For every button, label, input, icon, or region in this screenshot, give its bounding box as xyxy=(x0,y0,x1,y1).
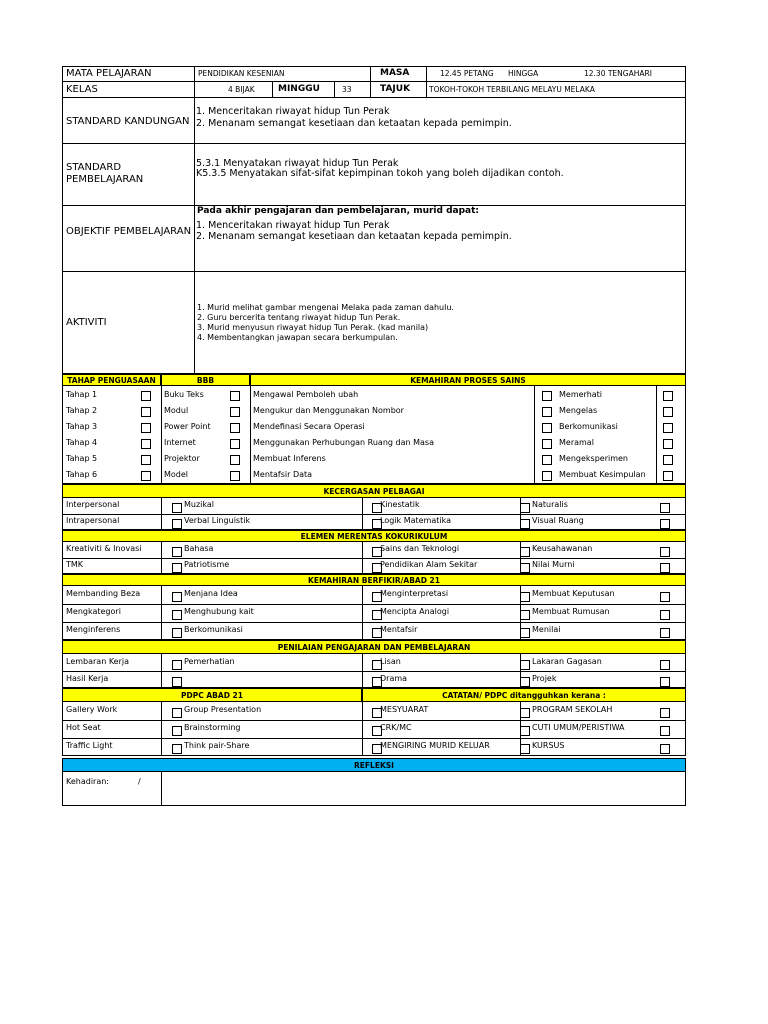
kps2-item: Memerhati xyxy=(559,390,603,399)
minggu-label: MINGGU xyxy=(278,84,320,94)
kps-checkbox[interactable] xyxy=(542,471,552,481)
bbb-checkbox[interactable] xyxy=(230,391,240,401)
tahap-level: Tahap 5 xyxy=(66,454,98,463)
pdpc-checkbox[interactable] xyxy=(172,708,182,718)
kecergasan-checkbox[interactable] xyxy=(520,519,530,529)
refleksi-input[interactable] xyxy=(162,773,685,805)
kps2-item: Mengelas xyxy=(559,406,598,415)
kehadiran-sep: / xyxy=(138,777,141,786)
emk-checkbox[interactable] xyxy=(172,563,182,573)
bbb-checkbox[interactable] xyxy=(230,471,240,481)
time-end: 12.30 TENGAHARI xyxy=(584,69,652,78)
emk-item: Patriotisme xyxy=(184,560,230,569)
kps2-item: Meramal xyxy=(559,438,594,447)
pdpc-item: MENGIRING MURID KELUAR xyxy=(380,741,490,750)
emk-checkbox[interactable] xyxy=(660,563,670,573)
emk-checkbox[interactable] xyxy=(660,547,670,557)
kecergasan-item: Kinestatik xyxy=(380,500,420,509)
pdpc-item: Group Presentation xyxy=(184,705,262,714)
emk-item: Pendidikan Alam Sekitar xyxy=(380,560,478,569)
sp-label-2: PEMBELAJARAN xyxy=(66,174,144,185)
kelas-label: KELAS xyxy=(66,84,98,95)
pdpc-checkbox[interactable] xyxy=(520,744,530,754)
bbb-item: Internet xyxy=(164,438,196,447)
kb-checkbox[interactable] xyxy=(660,592,670,602)
kecergasan-checkbox[interactable] xyxy=(660,503,670,513)
tahap-checkbox[interactable] xyxy=(141,471,151,481)
pdpc-item: KURSUS xyxy=(532,741,565,750)
kps2-checkbox[interactable] xyxy=(663,407,673,417)
emk-item: Nilai Murni xyxy=(532,560,575,569)
time-start: 12.45 PETANG xyxy=(440,69,494,78)
emk-item: TMK xyxy=(66,560,84,569)
kb-item: Menginferens xyxy=(66,625,121,634)
kb-item: Berkomunikasi xyxy=(184,625,243,634)
header-penilaian: PENILAIAN PENGAJARAN DAN PEMBELAJARAN xyxy=(62,640,686,654)
tahap-level: Tahap 2 xyxy=(66,406,98,415)
kecergasan-item: Verbal Linguistik xyxy=(184,516,251,525)
pdpc-item: Hot Seat xyxy=(66,723,101,732)
penilaian-checkbox[interactable] xyxy=(172,677,182,687)
penilaian-item: Pemerhatian xyxy=(184,657,235,666)
kb-checkbox[interactable] xyxy=(520,592,530,602)
kps-checkbox[interactable] xyxy=(542,439,552,449)
class-value: 4 BIJAK xyxy=(228,85,255,94)
kb-item: Mentafsir xyxy=(380,625,418,634)
emk-checkbox[interactable] xyxy=(520,547,530,557)
bbb-checkbox[interactable] xyxy=(230,407,240,417)
penilaian-item: Hasil Kerja xyxy=(66,674,109,683)
penilaian-item: Lakaran Gagasan xyxy=(532,657,602,666)
kps2-checkbox[interactable] xyxy=(663,423,673,433)
kecergasan-checkbox[interactable] xyxy=(172,503,182,513)
sp-label-1: STANDARD xyxy=(66,162,122,173)
standard-kandungan-label: STANDARD KANDUNGAN xyxy=(66,116,190,127)
pdpc-item: MESYUARAT xyxy=(380,705,429,714)
kb-item: Membuat Rumusan xyxy=(532,607,610,616)
pdpc-item: Traffic Light xyxy=(66,741,113,750)
pdpc-checkbox[interactable] xyxy=(660,708,670,718)
penilaian-checkbox[interactable] xyxy=(660,660,670,670)
pdpc-checkbox[interactable] xyxy=(660,726,670,736)
tahap-checkbox[interactable] xyxy=(141,455,151,465)
pdpc-item: Think pair-Share xyxy=(184,741,250,750)
kb-item: Membanding Beza xyxy=(66,589,141,598)
week-value: 33 xyxy=(342,85,352,94)
kb-checkbox[interactable] xyxy=(172,610,182,620)
kb-item: Membuat Keputusan xyxy=(532,589,615,598)
kb-checkbox[interactable] xyxy=(172,628,182,638)
kps2-checkbox[interactable] xyxy=(663,391,673,401)
kps2-checkbox[interactable] xyxy=(663,471,673,481)
kps-checkbox[interactable] xyxy=(542,407,552,417)
ob-line-2: 2. Menanam semangat kesetiaan dan ketaatan kepada pemimpin. xyxy=(196,231,512,242)
kecergasan-item: Visual Ruang xyxy=(532,516,584,525)
penilaian-checkbox[interactable] xyxy=(660,677,670,687)
bbb-checkbox[interactable] xyxy=(230,439,240,449)
pdpc-checkbox[interactable] xyxy=(172,744,182,754)
header-tahap: TAHAP PENGUASAAN xyxy=(62,374,161,386)
kecergasan-item: Logik Matematika xyxy=(380,516,451,525)
pdpc-item: CRK/MC xyxy=(380,723,412,732)
kps2-checkbox[interactable] xyxy=(663,455,673,465)
penilaian-checkbox[interactable] xyxy=(520,660,530,670)
pdpc-item: Brainstorming xyxy=(184,723,241,732)
kps-item: Mentafsir Data xyxy=(253,470,313,479)
kps2-item: Berkomunikasi xyxy=(559,422,618,431)
header-kps: KEMAHIRAN PROSES SAINS xyxy=(250,374,686,386)
pdpc-item: CUTI UMUM/PERISTIWA xyxy=(532,723,625,732)
kps-item: Mendefinasi Secara Operasi xyxy=(253,422,365,431)
kps-checkbox[interactable] xyxy=(542,423,552,433)
pdpc-checkbox[interactable] xyxy=(172,726,182,736)
penilaian-item: Drama xyxy=(380,674,408,683)
sk-line-2: 2. Menanam semangat kesetiaan dan ketaatan kepada pemimpin. xyxy=(196,118,512,129)
kps-checkbox[interactable] xyxy=(542,455,552,465)
kps-item: Menggunakan Perhubungan Ruang dan Masa xyxy=(253,438,434,447)
tahap-level: Tahap 6 xyxy=(66,470,98,479)
aktiviti-label: AKTIVITI xyxy=(66,317,107,328)
emk-item: Sains dan Teknologi xyxy=(380,544,460,553)
tahap-level: Tahap 3 xyxy=(66,422,98,431)
bbb-item: Modul xyxy=(164,406,189,415)
pdpc-item: PROGRAM SEKOLAH xyxy=(532,705,613,714)
kps2-checkbox[interactable] xyxy=(663,439,673,449)
ob-line-1: 1. Menceritakan riwayat hidup Tun Perak xyxy=(196,220,390,231)
penilaian-item: Lembaran Kerja xyxy=(66,657,129,666)
kecergasan-item: Interpersonal xyxy=(66,500,120,509)
kecergasan-checkbox[interactable] xyxy=(172,519,182,529)
kps-item: Mengukur dan Menggunakan Nombor xyxy=(253,406,404,415)
bbb-item: Power Point xyxy=(164,422,211,431)
kb-checkbox[interactable] xyxy=(172,592,182,602)
kb-checkbox[interactable] xyxy=(520,610,530,620)
header-pdpc: PDPC ABAD 21 xyxy=(62,688,362,702)
bbb-checkbox[interactable] xyxy=(230,455,240,465)
header-bbb: BBB xyxy=(161,374,250,386)
tahap-checkbox[interactable] xyxy=(141,407,151,417)
mata-pelajaran-label: MATA PELAJARAN xyxy=(66,68,152,79)
kb-item: Menilai xyxy=(532,625,561,634)
ak-line-1: 1. Murid melihat gambar mengenai Melaka pada zaman dahulu. xyxy=(197,303,454,312)
objektif-intro: Pada akhir pengajaran dan pembelajaran, murid dapat: xyxy=(197,206,480,216)
kps-item: Membuat Inferens xyxy=(253,454,326,463)
sp-line-1: 5.3.1 Menyatakan riwayat hidup Tun Perak xyxy=(196,158,399,169)
kps2-item: Mengeksperimen xyxy=(559,454,628,463)
tahap-checkbox[interactable] xyxy=(141,423,151,433)
emk-item: Bahasa xyxy=(184,544,214,553)
kb-item: Mencipta Analogi xyxy=(380,607,450,616)
kb-item: Menjana Idea xyxy=(184,589,238,598)
pdpc-checkbox[interactable] xyxy=(660,744,670,754)
topic-value: TOKOH-TOKOH TERBILANG MELAYU MELAKA xyxy=(429,85,595,94)
penilaian-item: Lisan xyxy=(380,657,401,666)
header-kb: KEMAHIRAN BERFIKIR/ABAD 21 xyxy=(62,574,686,586)
kecergasan-checkbox[interactable] xyxy=(660,519,670,529)
kb-checkbox[interactable] xyxy=(660,628,670,638)
sk-line-1: 1. Menceritakan riwayat hidup Tun Perak xyxy=(196,106,390,117)
masa-label: MASA xyxy=(380,68,410,78)
emk-checkbox[interactable] xyxy=(520,563,530,573)
ak-line-3: 3. Murid menyusun riwayat hidup Tun Perak. (kad manila) xyxy=(197,323,429,332)
kb-checkbox[interactable] xyxy=(520,628,530,638)
kb-checkbox[interactable] xyxy=(660,610,670,620)
kb-item: Menginterpretasi xyxy=(380,589,449,598)
bbb-checkbox[interactable] xyxy=(230,423,240,433)
pdpc-checkbox[interactable] xyxy=(520,708,530,718)
kps-checkbox[interactable] xyxy=(542,391,552,401)
header-refleksi: REFLEKSI xyxy=(62,758,686,772)
tahap-level: Tahap 4 xyxy=(66,438,98,447)
bbb-item: Buku Teks xyxy=(164,390,204,399)
penilaian-item: Projek xyxy=(532,674,557,683)
header-kecergasan: KECERGASAN PELBAGAI xyxy=(62,484,686,498)
emk-item: Keusahawanan xyxy=(532,544,593,553)
hingga-label: HINGGA xyxy=(508,69,539,78)
header-catatan: CATATAN/ PDPC ditangguhkan kerana : xyxy=(362,688,686,702)
kecergasan-item: Intrapersonal xyxy=(66,516,120,525)
ak-line-4: 4. Membentangkan jawapan secara berkumpulan. xyxy=(197,333,398,342)
emk-item: Kreativiti & Inovasi xyxy=(66,544,142,553)
pdpc-checkbox[interactable] xyxy=(520,726,530,736)
sp-line-2: K5.3.5 Menyatakan sifat-sifat kepimpinan tokoh yang boleh dijadikan contoh. xyxy=(196,168,564,179)
pdpc-item: Gallery Work xyxy=(66,705,118,714)
penilaian-checkbox[interactable] xyxy=(172,660,182,670)
header-emk: ELEMEN MERENTAS KOKURIKULUM xyxy=(62,530,686,542)
kb-item: Menghubung kait xyxy=(184,607,254,616)
kb-item: Mengkategori xyxy=(66,607,121,616)
objektif-label: OBJEKTIF PEMBELAJARAN xyxy=(66,226,192,237)
tahap-level: Tahap 1 xyxy=(66,390,98,399)
ak-line-2: 2. Guru bercerita tentang riwayat hidup Tun Perak. xyxy=(197,313,401,322)
tahap-checkbox[interactable] xyxy=(141,439,151,449)
penilaian-checkbox[interactable] xyxy=(520,677,530,687)
tajuk-label: TAJUK xyxy=(380,84,411,94)
subject-value: PENDIDIKAN KESENIAN xyxy=(198,69,285,78)
bbb-item: Projektor xyxy=(164,454,200,463)
kps-item: Mengawal Pemboleh ubah xyxy=(253,390,359,399)
kecergasan-item: Naturalis xyxy=(532,500,568,509)
kps2-item: Membuat Kesimpulan xyxy=(559,470,646,479)
bbb-item: Model xyxy=(164,470,189,479)
emk-checkbox[interactable] xyxy=(172,547,182,557)
kecergasan-item: Muzikal xyxy=(184,500,215,509)
tahap-checkbox[interactable] xyxy=(141,391,151,401)
kehadiran-label: Kehadiran: xyxy=(66,777,109,786)
kecergasan-checkbox[interactable] xyxy=(520,503,530,513)
